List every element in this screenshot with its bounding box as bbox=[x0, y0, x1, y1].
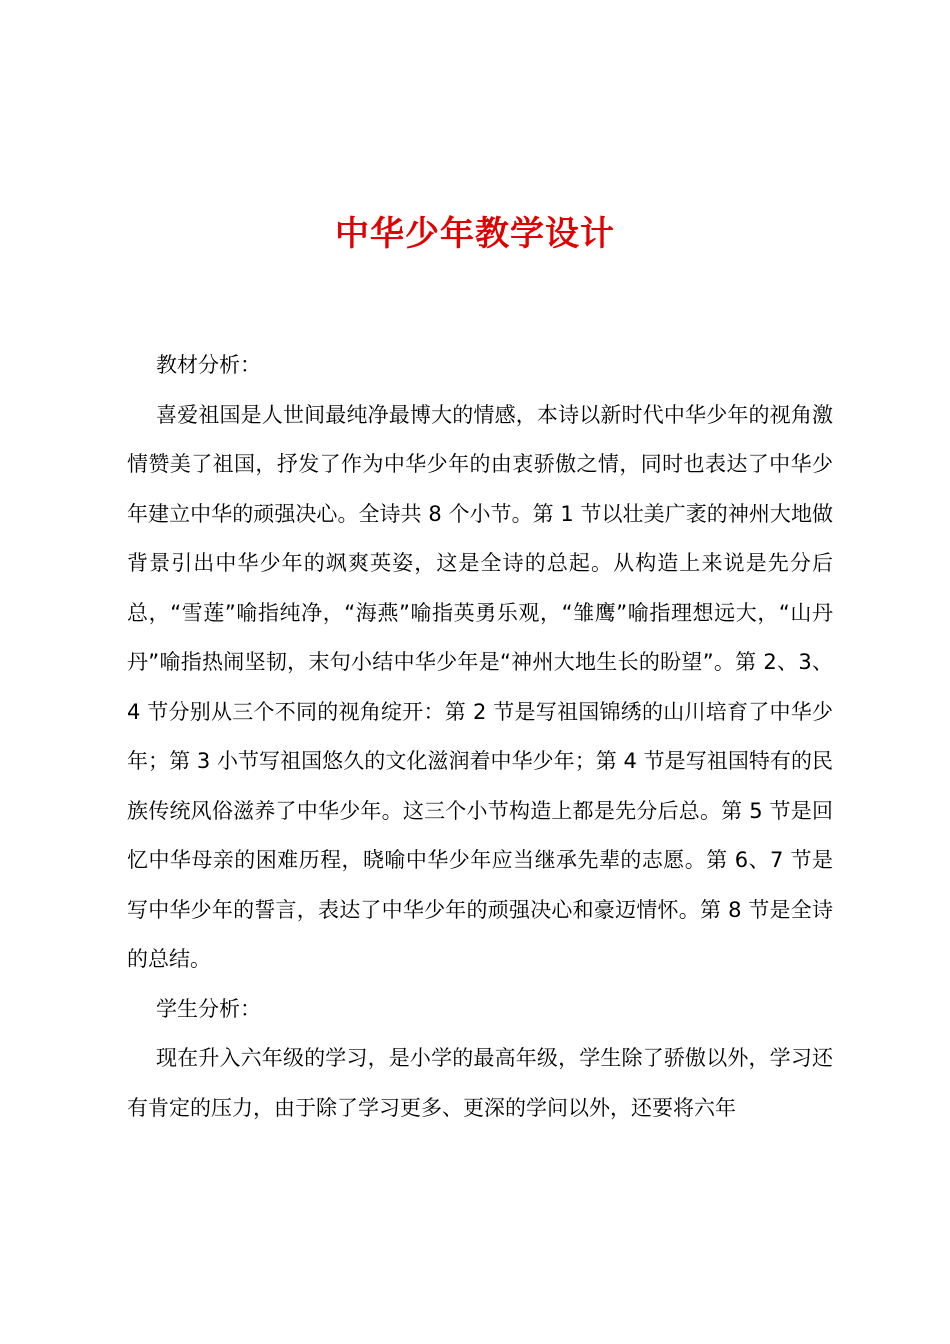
material-analysis-heading: 教材分析： bbox=[156, 353, 261, 377]
student-analysis-heading: 学生分析： bbox=[156, 996, 261, 1021]
student-analysis-paragraph: 现在升入六年级的学习，是小学的最高年级，学生除了骄傲以外，学习还有肯定的压力，由于除了学习更多、更深的学问以外，还要将六年 bbox=[127, 1046, 833, 1120]
material-analysis-paragraph: 喜爱祖国是人世间最纯净最博大的情感，本诗以新时代中华少年的视角激情赞美了祖国，抒发了作为中华少年的由衷骄傲之情，同时也表达了中华少年建立中华的顽强决心。全诗共 8 个小节。第 1 节以壮美广袤的神州大地做背景引出中华少年的飒爽英姿，这是全诗的总起。从构造上来说是先分后总，“雪莲”喻指纯净，“海燕”喻指英勇乐观，“雏鹰”喻指理想远大，“山丹丹”喻指热闹坚韧，末句小结中华少年是“神州大地生长的盼望”。第 2、3、4 节分别从三个不同的视角绽开：第 2 节是写祖国锦绣的山川培育了中华少年；第 3 小节写祖国悠久的文化滋润着中华少年；第 4 节是写祖国特有的民族传统风俗滋养了中华少年。这三个小节构造上都是先分后总。第 5 节是回忆中华母亲的困难历程，晓喻中华少年应当继承先辈的志愿。第 6、7 节是写中华少年的誓言，表达了中华少年的顽强决心和豪迈情怀。第 8 节是全诗的总结。 bbox=[127, 402, 833, 971]
document-title: 中华少年教学设计 bbox=[335, 214, 615, 254]
document-body bbox=[127, 341, 833, 1133]
